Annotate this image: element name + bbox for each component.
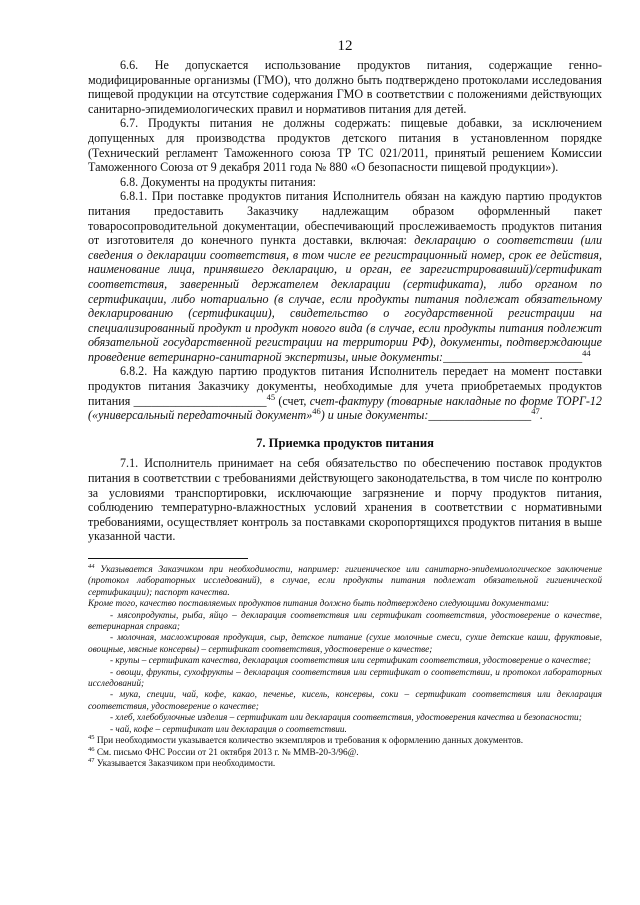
section-7-title: 7. Приемка продуктов питания [256, 435, 434, 450]
footnote-46-number: 46 [88, 745, 95, 753]
paragraph-6-8-2-italic: счет-фактуру (товарные накладные по форме ТОРГ-12 («универсальный передаточный документ» [88, 393, 602, 423]
footnote-46-text: См. письмо ФНС России от 21 октября 2013 г. № ММВ-20-3/96@. [94, 747, 359, 758]
footnote-ref-45: 45 [266, 391, 276, 402]
paragraph-6-8-2 [88, 364, 602, 422]
footnote-44-item-vegetables: - овощи, фрукты, сухофрукты – декларация соответствия или сертификат о соответствии, и протокол лабораторных исследований; [88, 667, 602, 690]
footnote-ref-46: 46 [312, 406, 321, 417]
footnote-44-intro: Кроме того, качество поставляемых продуктов питания должно быть подтверждено следующими документами: [88, 599, 550, 610]
footnote-44-item-meat: - мясопродукты, рыба, яйцо – декларация соответствия или сертификат соответствия, удостоверение о качестве, ветеринарная справка; [88, 610, 602, 633]
footnote-44-number: 44 [88, 562, 95, 570]
footnote-45-text: При необходимости указывается количество экземпляров и требования к оформлению данных документов. [94, 736, 524, 747]
paragraph-6-8-2-text-b: (счет, [275, 393, 310, 408]
footnote-44-text: Указывается Заказчиком при необходимости, например: гигиеническое или санитарно-эпидемиологическое заключение (протокол лабораторных исследований), в случае, если продукты питания подлежат обязательной гигиенической сертификации); паспорт качества. [88, 565, 602, 598]
footnote-47 [88, 756, 602, 770]
footnote-separator [88, 558, 248, 559]
paragraph-6-8-1-italic: декларацию о соответствии (или сведения о декларации соответствия, в том числе ее регистрационный номер, срок ее действия, наименование лица, принявшего декларацию, и орган, ее зарегистрировавший)/сертификат соответствия, заверенный держателем декларации (сертификата), либо органом по сертификации, либо нотариально (в случае, если продукты питания подлежат обязательному декларированию (сертификации), свидетельство о государственной регистрации на специализированный продукт и продукт нового вида (в случае, если продукты питания подлежит обязательной государственной регистрации на территории РФ), документы, подтверждающие проведение ветеринарно-санитарной экспертизы, иные документы:_______________________ [88, 233, 603, 364]
paragraph-6-8-2-text: 6.8.2. На каждую партию продуктов питания Исполнитель передает на момент поставки продуктов питания Заказчику документы, необходимые для учета приобретаемых продуктов питания ______________________ [88, 364, 602, 408]
page-number: 12 [337, 38, 353, 54]
paragraph-6-8-1-text: 6.8.1. При поставке продуктов питания Исполнитель обязан на каждую партию продуктов питания предоставить Заказчику надлежащим образом оформленный пакет товаросопроводительной документации, обеспечивающий прослеживаемость продуктов питания от изготовителя до конечного пункта доставки, включая: [88, 189, 602, 248]
footnote-45 [88, 736, 602, 747]
footnote-ref-44: 44 [582, 347, 591, 358]
footnote-47-text: Указывается Заказчиком при необходимости. [94, 758, 276, 769]
paragraph-6-8: 6.8. Документы на продукты питания: [120, 174, 317, 189]
footnote-44 [88, 562, 602, 599]
paragraph-6-8-2-end: . [539, 408, 543, 423]
document-body [88, 58, 602, 544]
footnote-44-item-cereals: - крупы – сертификат качества, декларация соответствия или сертификат соответствия, удостоверение о качестве; [110, 656, 591, 667]
paragraph-6-6: 6.6. Не допускается использование продуктов питания, содержащие генно-модифицированные организмы (ГМО), что должно быть подтверждено протоколами исследования пищевой продукции на отсутствие содержания ГМО в соответствии с положениями действующих санитарно-эпидемиологических правил и нормативов питания для детей. [88, 58, 602, 116]
footnote-ref-47: 47 [531, 406, 540, 417]
footnote-44-item-dairy: - молочная, масложировая продукция, сыр, детское питание (сухие молочные смеси, сухие детские каши, фруктовые, овощные, мясные консервы) – сертификат соответствия, удостоверение о качестве; [88, 633, 602, 655]
paragraph-6-8-1 [88, 189, 602, 364]
footnote-47-number: 47 [88, 756, 95, 764]
paragraph-7-1: 7.1. Исполнитель принимает на себя обязательство по обеспечению поставок продуктов питания в соответствии с требованиями действующего законодательства, в том числе по контролю за условиями транспортировки, исключающие загрязнение и порчу продуктов питания, соблюдению температурно-влажностных условий хранения в соответствии с нормативными требованиями, осуществляет контроль за поставками скоропортящихся продуктов питания в выше указанной части. [88, 456, 602, 544]
footnote-44-item-flour: - мука, специи, чай, кофе, какао, печенье, кисель, консервы, соки – сертификат соответствия или декларация соответствия, удостоверение о качестве; [88, 690, 602, 712]
footnote-44-item-tea: - чай, кофе – сертификат или декларация о соответствии. [110, 724, 347, 735]
footnote-46 [88, 745, 602, 759]
footnote-45-number: 45 [88, 734, 95, 741]
paragraph-6-7: 6.7. Продукты питания не должны содержать: пищевые добавки, за исключением допущенных для производства продуктов детского питания в установленном порядке (Технический регламент Таможенного союза ТР ТС 021/2011, принятый решением Комиссии Таможенного Союза от 9 декабря 2011 года № 880 «О безопасности пищевой продукции»). [88, 116, 602, 175]
paragraph-6-8-2-blank: _________________ [428, 408, 532, 423]
paragraph-6-8-2-italic-b: ) и иные документы: [320, 408, 429, 423]
footnote-44-item-bread: - хлеб, хлебобулочные изделия – сертификат или декларация соответствия, удостоверения качества и безопасности; [110, 713, 582, 724]
footnotes [88, 562, 602, 770]
